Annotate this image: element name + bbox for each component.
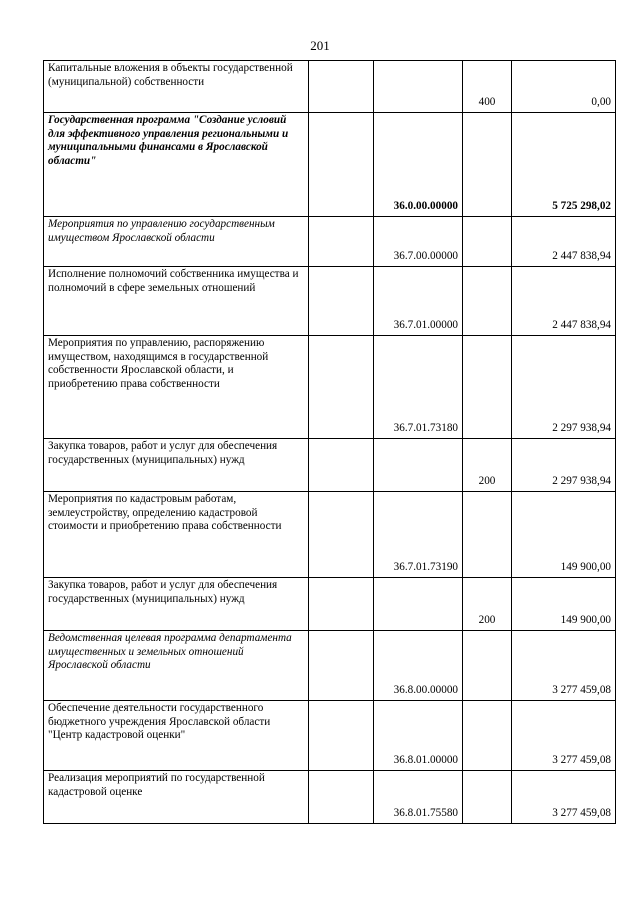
row-amount: 2 447 838,94 — [512, 267, 616, 336]
row-name: Мероприятия по кадастровым работам, землеустройству, определению кадастровой стоимости и приобретению права собственности — [44, 492, 309, 578]
row-type: 200 — [463, 439, 512, 492]
row-amount: 149 900,00 — [512, 492, 616, 578]
row-empty-cell — [309, 492, 374, 578]
row-type — [463, 771, 512, 824]
table-row — [44, 771, 616, 824]
row-code — [374, 439, 463, 492]
row-empty-cell — [309, 439, 374, 492]
row-type: 400 — [463, 61, 512, 113]
table-row — [44, 267, 616, 336]
row-empty-cell — [309, 61, 374, 113]
row-type: 200 — [463, 578, 512, 631]
row-empty-cell — [309, 267, 374, 336]
row-name: Закупка товаров, работ и услуг для обеспечения государственных (муниципальных) нужд — [44, 578, 309, 631]
row-type — [463, 113, 512, 217]
row-name: Исполнение полномочий собственника имущества и полномочий в сфере земельных отношений — [44, 267, 309, 336]
table-row — [44, 701, 616, 771]
table-row — [44, 492, 616, 578]
page-number: 201 — [310, 38, 330, 53]
table-row — [44, 61, 616, 113]
row-code — [374, 61, 463, 113]
row-type — [463, 267, 512, 336]
row-name: Мероприятия по управлению государственным имуществом Ярославской области — [44, 217, 309, 267]
row-empty-cell — [309, 113, 374, 217]
row-code: 36.8.01.75580 — [374, 771, 463, 824]
row-code — [374, 578, 463, 631]
row-amount: 0,00 — [512, 61, 616, 113]
table-row — [44, 631, 616, 701]
row-name: Капитальные вложения в объекты государственной (муниципальной) собственности — [44, 61, 309, 113]
row-type — [463, 217, 512, 267]
row-empty-cell — [309, 578, 374, 631]
table-row — [44, 336, 616, 439]
row-amount: 3 277 459,08 — [512, 771, 616, 824]
row-amount: 2 297 938,94 — [512, 439, 616, 492]
row-name: Обеспечение деятельности государственного бюджетного учреждения Ярославской области "Центр кадастровой оценки" — [44, 701, 309, 771]
row-empty-cell — [309, 701, 374, 771]
row-code: 36.8.00.00000 — [374, 631, 463, 701]
row-name: Закупка товаров, работ и услуг для обеспечения государственных (муниципальных) нужд — [44, 439, 309, 492]
row-name: Ведомственная целевая программа департамента имущественных и земельных отношений Ярославской области — [44, 631, 309, 701]
row-amount: 2 297 938,94 — [512, 336, 616, 439]
row-code: 36.8.01.00000 — [374, 701, 463, 771]
row-amount: 3 277 459,08 — [512, 701, 616, 771]
table-row — [44, 578, 616, 631]
row-empty-cell — [309, 631, 374, 701]
row-code: 36.0.00.00000 — [374, 113, 463, 217]
row-type — [463, 701, 512, 771]
row-name: Мероприятия по управлению, распоряжению имуществом, находящимся в государственной собственности Ярославской области, и приобретению права собственности — [44, 336, 309, 439]
table-row — [44, 217, 616, 267]
row-type — [463, 336, 512, 439]
row-empty-cell — [309, 217, 374, 267]
row-code: 36.7.01.73190 — [374, 492, 463, 578]
row-name: Реализация мероприятий по государственной кадастровой оценке — [44, 771, 309, 824]
table-row — [44, 113, 616, 217]
row-type — [463, 492, 512, 578]
row-code: 36.7.00.00000 — [374, 217, 463, 267]
row-amount: 2 447 838,94 — [512, 217, 616, 267]
row-amount: 5 725 298,02 — [512, 113, 616, 217]
row-amount: 149 900,00 — [512, 578, 616, 631]
row-code: 36.7.01.00000 — [374, 267, 463, 336]
budget-table — [43, 60, 616, 824]
table-row — [44, 439, 616, 492]
row-empty-cell — [309, 336, 374, 439]
row-type — [463, 631, 512, 701]
row-empty-cell — [309, 771, 374, 824]
row-code: 36.7.01.73180 — [374, 336, 463, 439]
row-amount: 3 277 459,08 — [512, 631, 616, 701]
row-name: Государственная программа "Создание условий для эффективного управления региональными и муниципальными финансами в Ярославской области" — [44, 113, 309, 217]
